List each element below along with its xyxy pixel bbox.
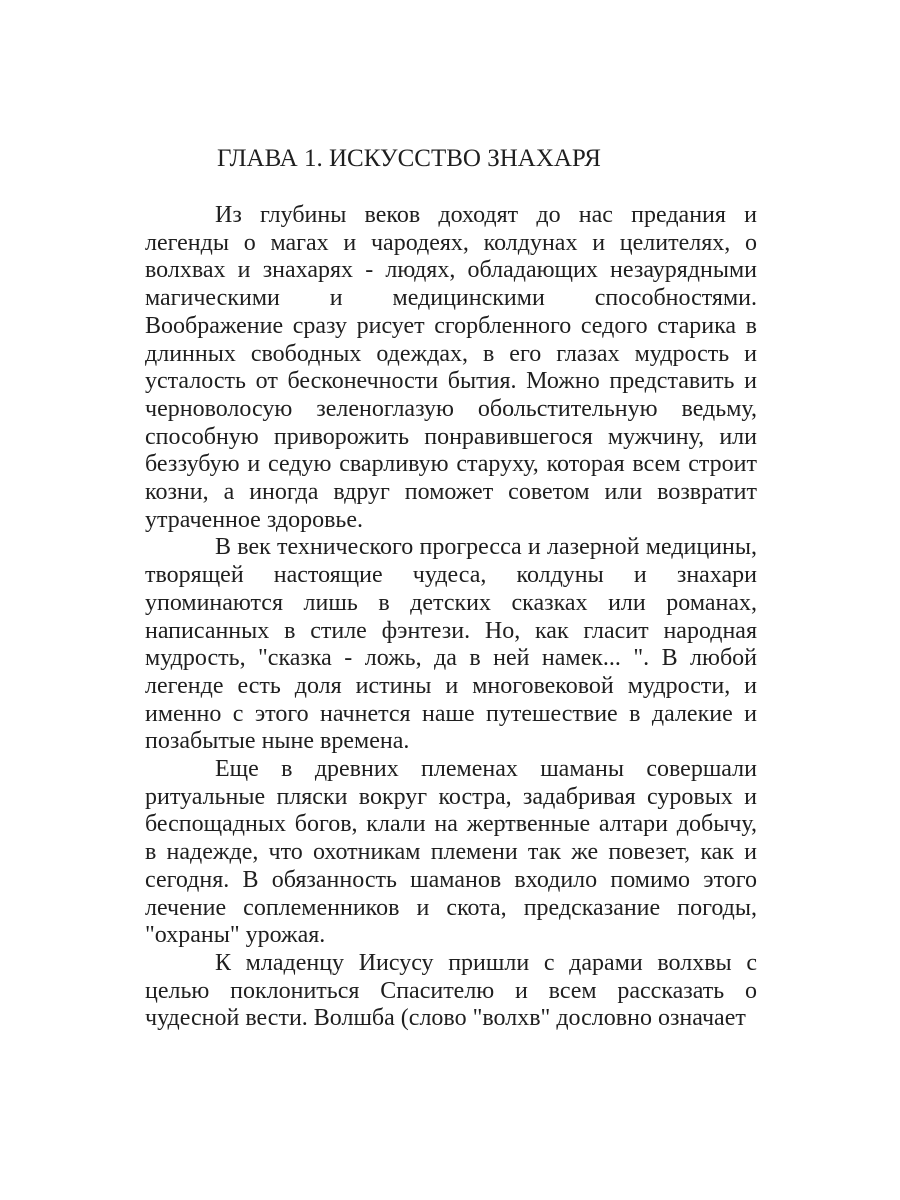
chapter-title: ГЛАВА 1. ИСКУССТВО ЗНАХАРЯ — [217, 145, 601, 172]
paragraph-2: В век технического прогресса и лазерной медицины, творящей настоящие чудеса, колдуны и знахари упоминаются лишь в детских сказках или романах, написанных в стиле фэнтези. Но, как гласит народная мудрость, "сказка - ложь, да в ней намек... ". В любой легенде есть доля истины и многовековой мудрости, и именно с этого начнется наше путешествие в далекие и позабытые ныне времена. — [145, 534, 757, 755]
chapter-body — [145, 202, 757, 1033]
paragraph-1: Из глубины веков доходят до нас предания и легенды о магах и чародеях, колдунах и целителях, о волхвах и знахарях - людях, обладающих незаурядными магическими и медицинскими способностями. Воображение сразу рисует сгорбленного седого старика в длинных свободных одеждах, в его глазах мудрость и усталость от бесконечности бытия. Можно представить и черноволосую зеленоглазую обольстительную ведьму, способную приворожить понравившегося мужчину, или беззубую и седую сварливую старуху, которая всем строит козни, а иногда вдруг поможет советом или возвратит утраченное здоровье. — [145, 202, 757, 533]
paragraph-3: Еще в древних племенах шаманы совершали ритуальные пляски вокруг костра, задабривая суровых и беспощадных богов, клали на жертвенные алтари добычу, в надежде, что охотникам племени так же повезет, как и сегодня. В обязанность шаманов входило помимо этого лечение соплеменников и скота, предсказание погоды, "охраны" урожая. — [145, 756, 757, 949]
paragraph-4: К младенцу Иисусу пришли с дарами волхвы с целью поклониться Спасителю и всем рассказать о чудесной вести. Волшба (слово "волхв" дословно означает — [145, 949, 757, 1032]
